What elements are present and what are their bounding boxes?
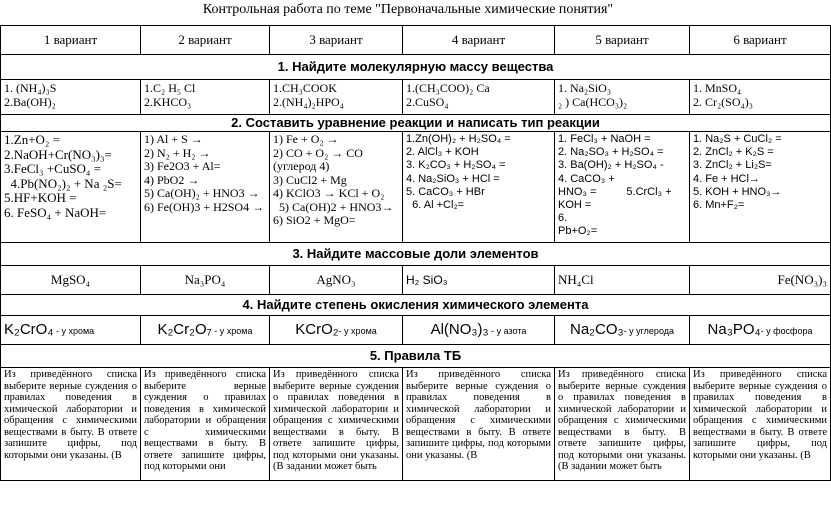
- task-cell: [1, 132, 141, 243]
- table-cell: [1, 243, 831, 266]
- text-line: 6) Fe(OH)3 + H2SO4 →: [144, 199, 265, 214]
- text-line: KCrO₂: [295, 320, 339, 338]
- text-line: 4) KClO3 → KCl + O₂: [273, 186, 385, 200]
- task-cell: [555, 80, 690, 115]
- text-line: K₂Cr₂O₇: [157, 320, 212, 338]
- formula-cell: AgNO₃: [270, 266, 403, 295]
- text-line: KOH =: [558, 199, 592, 212]
- text-line: 5.HF+KOH =: [4, 190, 77, 205]
- variant-header-row: [1, 26, 831, 55]
- text-line: 2.KHCO₃: [144, 95, 192, 109]
- text-line: 1. Na₂S + CuCl₂ =: [693, 133, 782, 145]
- task2-heading: 2. Составить уравнение реакции и написать тип реакции: [1, 115, 831, 132]
- text-line: 4. Fe + HCl→: [693, 172, 760, 185]
- text-line: 4. CaCO₃ +: [558, 172, 615, 185]
- task-cell: [141, 132, 270, 243]
- formula-cell: H₂ SiO₃: [403, 266, 555, 295]
- oxidation-cell: [403, 316, 555, 345]
- text-line: 3) Fe2O3 + Al=: [144, 159, 221, 173]
- task-cell: [1, 80, 141, 115]
- task3-heading: 3. Найдите массовые доли элементов: [1, 243, 831, 266]
- text-line: 5.CrCl₃ +: [626, 185, 672, 198]
- text-line: 6. FeSO₄ + NaOH=: [4, 204, 107, 220]
- task-cell: [403, 80, 555, 115]
- text-line: 4.Pb(NO₂)₂ + Na ₂S=: [4, 175, 122, 191]
- rules-cell: Из приведённого списка выберите верные суждения о правилах поведения в химической лаборатории и обращения с химическими веществами в быту. В ответе запишите цифры, под которыми они указаны. (В задании может быть: [270, 368, 403, 481]
- text-line: - у хрома: [53, 325, 95, 336]
- text-line: 3. Ba(OH)₂ + H₂SO₄ -: [558, 159, 664, 172]
- task4-heading: 4. Найдите степень окисления химического элемента: [1, 295, 831, 316]
- text-line: K₂CrO₄: [4, 320, 54, 338]
- text-line: 6.: [558, 212, 568, 225]
- task-cell: [270, 132, 403, 243]
- rules-cell: Из приведённого списка выберите верные суждения о правилах поведения в химической лаборатории и обращения с химическими веществами в быту. В ответе запишите цифры, под которыми они указаны. (В: [403, 368, 555, 481]
- text-line: 3.FeCl₃ +CuSO₄ =: [4, 161, 102, 176]
- text-line: 2.NaOH+Cr(NO₃)₃=: [4, 146, 112, 162]
- task5-row: [1, 368, 831, 481]
- text-line: 1.Zn+O₂ =: [4, 132, 61, 147]
- formula-cell: NH₄Cl: [555, 266, 690, 295]
- page-title: Контрольная работа по теме "Первоначальные химические понятия": [202, 2, 614, 17]
- text-line: - у хрома: [338, 325, 377, 336]
- oxidation-cell: [1, 316, 141, 345]
- test-table: [0, 25, 831, 481]
- text-line: HNO₃ =: [558, 185, 597, 198]
- text-line: 1. MnSO₄: [693, 81, 742, 95]
- text-line: 4. Na₂SiO₃ + HCl =: [406, 172, 500, 185]
- text-line: 5. CaCO₃ + HBr: [406, 185, 485, 198]
- text-line: Na₂CO₃: [569, 320, 624, 338]
- text-line: 5) Ca(OH)2 + HNO3→: [273, 199, 394, 214]
- text-line: - у азота: [488, 325, 527, 336]
- task-cell: [690, 80, 831, 115]
- text-line: 1. FeCl₃ + NaOH =: [558, 133, 651, 145]
- text-line: Al(NO₃)₃: [430, 320, 489, 338]
- text-line: 5) Ca(OH)₂ + HNO3 →: [144, 186, 260, 200]
- oxidation-cell: [141, 316, 270, 345]
- oxidation-cell: [555, 316, 690, 345]
- text-line: 1.Zn(OH)₂ + H₂SO₄ =: [406, 133, 511, 145]
- text-line: Pb+O₂=: [558, 225, 598, 238]
- text-line: 5. KOH + HNO₃→: [693, 185, 782, 198]
- text-line: (углерод 4): [273, 159, 330, 173]
- text-line: 6. Mn+F₂=: [693, 199, 745, 212]
- text-line: 3. K₂CO₃ + H₂SO₄ =: [406, 159, 506, 172]
- text-line: 2.(NH₄)₂HPO₄: [273, 95, 344, 109]
- task5-heading: 5. Правила ТБ: [1, 345, 831, 368]
- task-cell: [270, 80, 403, 115]
- text-line: 2.CuSO₄: [406, 95, 449, 109]
- task-cell: [555, 132, 690, 243]
- text-line: 6. Al +Cl₂=: [406, 199, 465, 212]
- table-cell: [1, 55, 831, 80]
- rules-cell: Из приведённого списка выберите верные суждения о правилах поведения в химической лаборатории и обращения с химическими веществами в быту. В ответе запишите цифры, под которыми они указаны. (В: [1, 368, 141, 481]
- text-line: 1) Fe + O₂ →: [273, 132, 339, 146]
- task1-heading: 1. Найдите молекулярную массу вещества: [1, 55, 831, 80]
- text-line: - у углерода: [623, 325, 675, 336]
- text-line: 6) SiO2 + MgO=: [273, 213, 356, 227]
- variant-header: 3 вариант: [270, 26, 403, 55]
- rules-cell: Из приведённого списка выберите верные суждения о правилах поведения в химической лаборатории и обращения с химическими веществами в быту. В ответе запишите цифры, под которыми они указаны. (В: [690, 368, 831, 481]
- text-line: Na₃PO₄: [707, 320, 761, 338]
- text-line: 2. AlCl₃ + KOH: [406, 146, 479, 159]
- text-line: 2) N₂ + H₂ →: [144, 145, 211, 160]
- variant-header: 4 вариант: [403, 26, 555, 55]
- formula-cell: Na₃PO₄: [141, 266, 270, 295]
- formula-cell: MgSO₄: [1, 266, 141, 295]
- text-line: ₂ ) Ca(HCO₃)₂: [558, 95, 628, 109]
- text-line: 2) CO + O₂ → CO: [273, 145, 363, 160]
- text-line: - у фосфора: [760, 325, 813, 336]
- task3-row: [1, 266, 831, 295]
- text-line: - у хрома: [211, 325, 253, 336]
- text-line: 1. (NH₄)₃S: [4, 81, 57, 95]
- text-line: 1.CH₃COOK: [273, 81, 337, 95]
- task-cell: [690, 132, 831, 243]
- task4-row: [1, 316, 831, 345]
- variant-header: 6 вариант: [690, 26, 831, 55]
- text-line: 2. Na₂SO₃ + H₂SO₄ =: [558, 146, 664, 159]
- table-cell: [1, 345, 831, 368]
- table-cell: [1, 115, 831, 132]
- text-line: 1) Al + S →: [144, 132, 203, 146]
- rules-cell: Из приведённого списка выберите верные суждения о правилах поведения в химической лаборатории и обращения с химическими веществами в быту. В ответе запишите цифры, под которыми они указаны. (В задании может быть: [555, 368, 690, 481]
- text-line: 4) PbO2 →: [144, 172, 200, 187]
- text-line: 3) CuCl2 + Mg: [273, 172, 347, 187]
- text-line: 1. Na₂SiO₃: [558, 81, 612, 95]
- variant-header: 1 вариант: [1, 26, 141, 55]
- text-line: 2.Ba(OH)₂: [4, 95, 56, 109]
- table-cell: [1, 295, 831, 316]
- variant-header: 2 вариант: [141, 26, 270, 55]
- text-line: 3. ZnCl₂ + Li₂S=: [693, 159, 772, 172]
- text-line: [558, 186, 686, 199]
- oxidation-cell: [270, 316, 403, 345]
- task1-row: [1, 80, 831, 115]
- task-cell: [403, 132, 555, 243]
- text-line: 2. Cr₂(SO₄)₃: [693, 95, 753, 109]
- text-line: 2. ZnCl₂ + K₂S =: [693, 146, 774, 159]
- text-line: 1.(CH₃COO)₂ Ca: [406, 81, 490, 95]
- formula-cell: Fe(NO₃)₃: [690, 266, 831, 295]
- oxidation-cell: [690, 316, 831, 345]
- variant-header: 5 вариант: [555, 26, 690, 55]
- task2-row: [1, 132, 831, 243]
- task-cell: [141, 80, 270, 115]
- text-line: 1.C₂ H₅ Cl: [144, 81, 196, 95]
- rules-cell: Из приведённого списка выберите верные суждения о правилах поведения в химической лаборатории и обращения с химическими веществами в быту. В ответе запишите цифры, под которыми они: [141, 368, 270, 481]
